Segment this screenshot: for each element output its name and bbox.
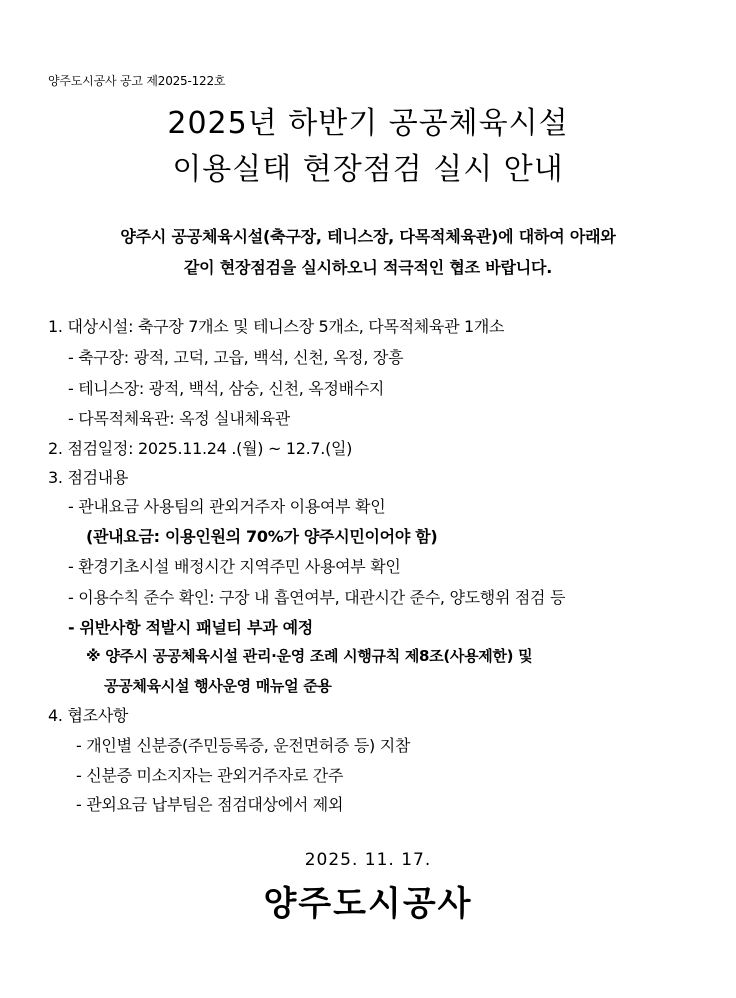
- page-title-line1: 2025년 하반기 공공체육시설: [167, 106, 569, 141]
- section-3-reference-line1: ※ 양주시 공공체육시설 관리·운영 조례 시행규칙 제8조(사용제한) 및: [86, 647, 533, 665]
- section-4-item-1: - 개인별 신분증(주민등록증, 운전면허증 등) 지참: [76, 736, 411, 755]
- section-3-item-3: - 이용수칙 준수 확인: 구장 내 흡연여부, 대관시간 준수, 양도행위 점검 등: [68, 588, 566, 607]
- issuing-organization: 양주도시공사: [263, 884, 473, 924]
- section-1-tennis-courts: - 테니스장: 광적, 백석, 삼숭, 신천, 옥정배수지: [68, 379, 385, 398]
- section-3-item-2: - 환경기초시설 배정시간 지역주민 사용여부 확인: [68, 557, 401, 576]
- section-3-reference-line2: 공공체육시설 행사운영 매뉴얼 준용: [104, 677, 332, 695]
- section-1-title: 1. 대상시설: 축구장 7개소 및 테니스장 5개소, 다목적체육관 1개소: [48, 317, 505, 336]
- section-4-item-3: - 관외요금 납부팀은 점검대상에서 제외: [76, 795, 344, 814]
- section-2-schedule: 2. 점검일정: 2025.11.24 .(월) ~ 12.7.(일): [48, 439, 353, 458]
- section-1-soccer-fields: - 축구장: 광적, 고덕, 고읍, 백석, 신천, 옥정, 장흥: [68, 348, 404, 367]
- section-3-item-1: - 관내요금 사용팀의 관외거주자 이용여부 확인: [68, 497, 386, 516]
- notice-number: 양주도시공사 공고 제2025-122호: [48, 74, 226, 88]
- section-3-item-1-note: (관내요금: 이용인원의 70%가 양주시민이어야 함): [86, 527, 438, 546]
- intro-line1: 양주시 공공체육시설(축구장, 테니스장, 다목적체육관)에 대하여 아래와: [120, 227, 616, 246]
- intro-line2: 같이 현장점검을 실시하오니 적극적인 협조 바랍니다.: [183, 258, 553, 277]
- section-3-title: 3. 점검내용: [48, 468, 129, 487]
- section-4-item-2: - 신분증 미소지자는 관외거주자로 간주: [76, 766, 344, 785]
- section-3-item-4: - 위반사항 적발시 패널티 부과 예정: [68, 618, 313, 637]
- section-4-title: 4. 협조사항: [48, 706, 129, 725]
- page-title-line2: 이용실태 현장점검 실시 안내: [172, 152, 564, 187]
- notice-date: 2025. 11. 17.: [304, 850, 432, 870]
- section-1-gym: - 다목적체육관: 옥정 실내체육관: [68, 409, 290, 428]
